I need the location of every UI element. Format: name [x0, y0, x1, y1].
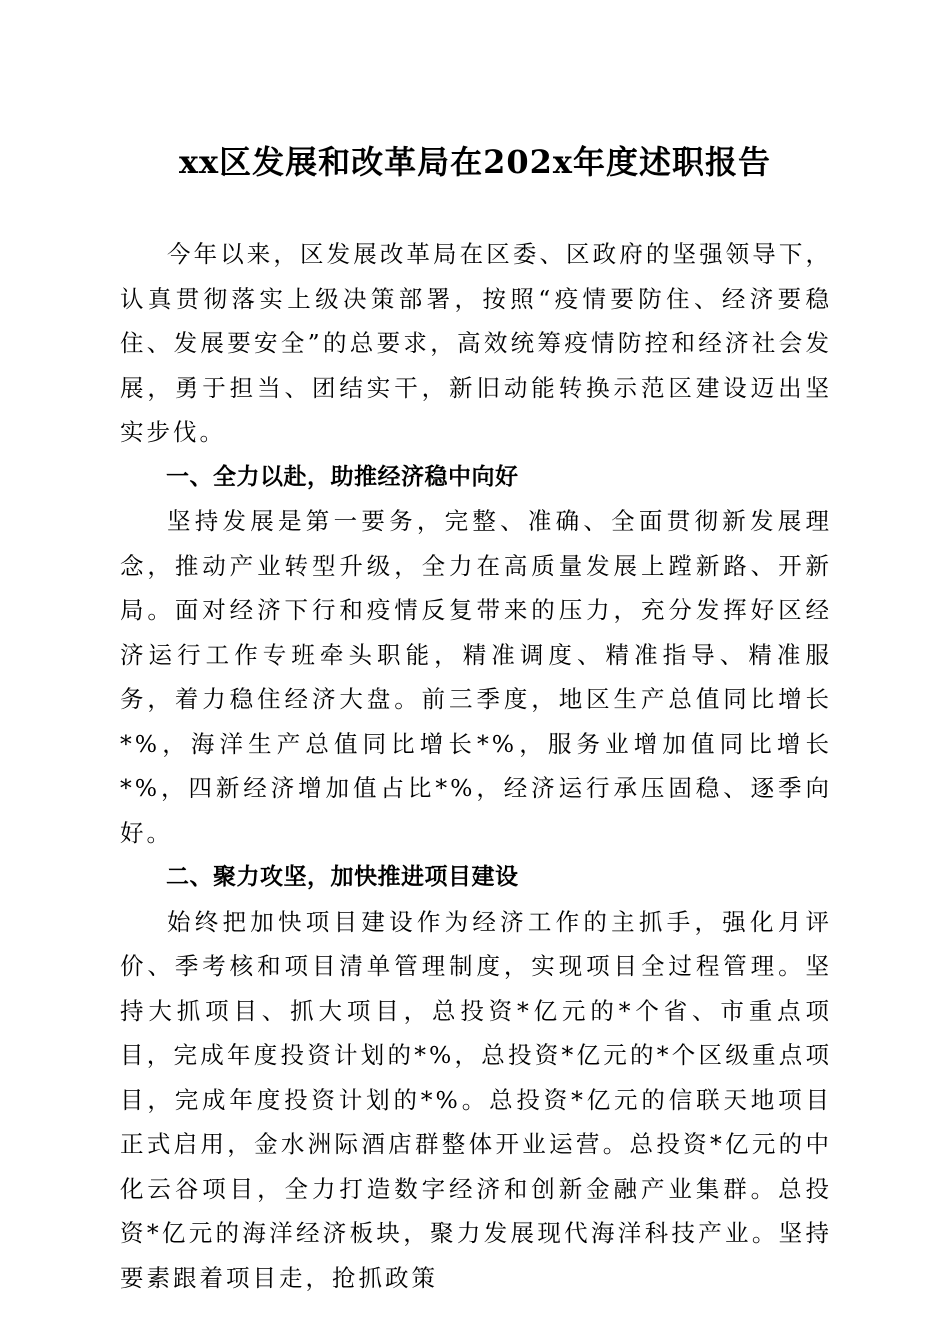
- intro-paragraph: 今年以来，区发展改革局在区委、区政府的坚强领导下，认真贯彻落实上级决策部署，按照“疫情要防住、经济要稳住、发展要安全”的总要求，高效统筹疫情防控和经济社会发展，勇于担当、团结实干，新旧动能转换示范区建设迈出坚实步伐。: [120, 240, 832, 446]
- section-heading-2: 二、聚力攻坚，加快推进项目建设: [166, 864, 519, 890]
- document-title: xx区发展和改革局在202x年度述职报告: [178, 143, 772, 181]
- section-heading-1: 一、全力以赴，助推经济稳中向好: [166, 463, 519, 490]
- document-body: [120, 232, 832, 1300]
- section-1-paragraph: 坚持发展是第一要务，完整、准确、全面贯彻新发展理念，推动产业转型升级，全力在高质量发展上蹚新路、开新局。面对经济下行和疫情反复带来的压力，充分发挥好区经济运行工作专班牵头职能，精准调度、精准指导、精准服务，着力稳住经济大盘。前三季度，地区生产总值同比增长*%，海洋生产总值同比增长*%，服务业增加值同比增长*%，四新经济增加值占比*%，经济运行承压固稳、逐季向好。: [120, 507, 832, 847]
- section-2-paragraph: 始终把加快项目建设作为经济工作的主抓手，强化月评价、季考核和项目清单管理制度，实现项目全过程管理。坚持大抓项目、抓大项目，总投资*亿元的*个省、市重点项目，完成年度投资计划的*%，总投资*亿元的*个区级重点项目，完成年度投资计划的*%。总投资*亿元的信联天地项目正式启用，金水洲际酒店群整体开业运营。总投资*亿元的中化云谷项目，全力打造数字经济和创新金融产业集群。总投资*亿元的海洋经济板块，聚力发展现代海洋科技产业。坚持要素跟着项目走，抢抓政策: [120, 907, 832, 1292]
